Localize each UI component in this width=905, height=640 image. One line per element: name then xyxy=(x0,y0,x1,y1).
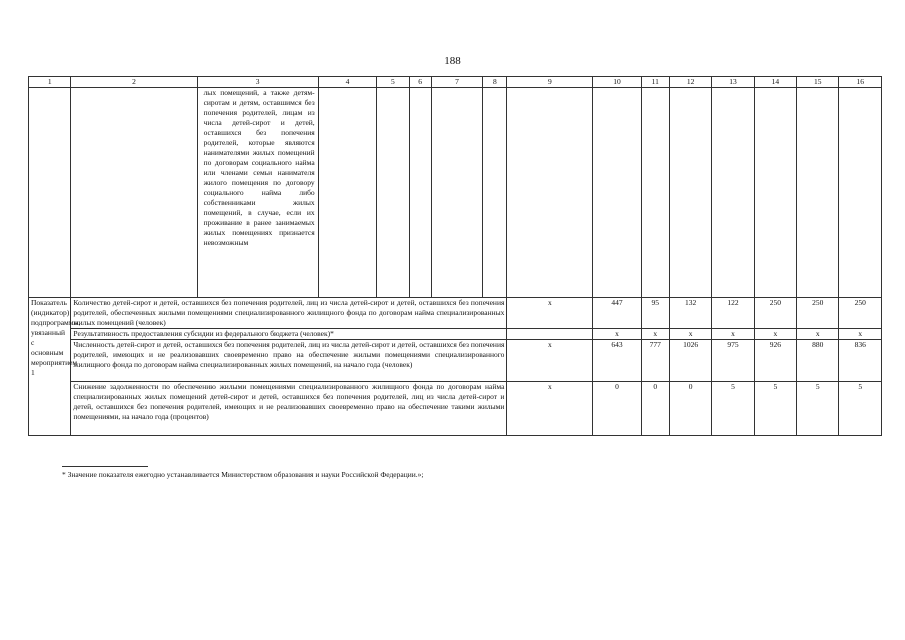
cell: x xyxy=(507,340,593,382)
column-header: 16 xyxy=(839,77,882,88)
indicator-description: Численность детей-сирот и детей, оставшихся без попечения родителей, лиц из числа детей-сирот и детей, оставшихся без попечения родителей, имеющих и не реализовавших своевременно право на обеспечение жилыми помещениями специализированного жилищного фонда по договорам найма специализированных жилых помещений, на начало года (человек) xyxy=(71,340,507,382)
cell: 777 xyxy=(641,340,669,382)
table-row xyxy=(29,382,882,436)
cell: 5 xyxy=(754,382,796,436)
column-header: 9 xyxy=(507,77,593,88)
footnote-separator xyxy=(62,466,148,467)
page-number: 188 xyxy=(444,55,461,67)
column-header: 1 xyxy=(29,77,71,88)
cell: 1026 xyxy=(669,340,711,382)
indicator-description: Снижение задолженности по обеспечению жилыми помещениями специализированного жилищного фонда по договорам найма специализированных жилых помещений детей-сирот и детей, оставшихся без попечения родителей, лиц из числа детей-сирот и детей, оставшихся без попечения родителей, имеющих и не реализовавших своевременно право на обеспечение такими жилыми помещениями, на начало года (процентов) xyxy=(71,382,507,436)
table-row xyxy=(29,329,882,340)
cell: 0 xyxy=(669,382,711,436)
indicator-side-label: Показатель (индикатор) подпрограммы, увязанный с основным мероприятием 1 xyxy=(29,298,71,436)
cell: x xyxy=(712,329,754,340)
cell: x xyxy=(507,382,593,436)
footnote: * Значение показателя ежегодно устанавливается Министерством образования и науки Российской Федерации.»; xyxy=(62,470,424,479)
cell: 95 xyxy=(641,298,669,329)
cell: 5 xyxy=(797,382,839,436)
cell: 250 xyxy=(797,298,839,329)
cell: x xyxy=(641,329,669,340)
table-row xyxy=(29,340,882,382)
column-header: 12 xyxy=(669,77,711,88)
column-header: 2 xyxy=(71,77,197,88)
column-header: 5 xyxy=(377,77,409,88)
table-row xyxy=(29,298,882,329)
cell: 0 xyxy=(593,382,641,436)
column-header: 10 xyxy=(593,77,641,88)
cell: x xyxy=(839,329,882,340)
column-header: 15 xyxy=(797,77,839,88)
cell: x xyxy=(593,329,641,340)
cell: 447 xyxy=(593,298,641,329)
cell: x xyxy=(754,329,796,340)
column-header: 11 xyxy=(641,77,669,88)
cell: 836 xyxy=(839,340,882,382)
indicator-description: Количество детей-сирот и детей, оставшихся без попечения родителей, лиц из числа детей-сирот и детей, оставшихся без попечения родителей, обеспеченных жилыми помещениями специализированного жилищного фонда по договорам найма специализированных жилых помещений (человек) xyxy=(71,298,507,329)
cell: 880 xyxy=(797,340,839,382)
indicator-description: Результативность предоставления субсидии из федерального бюджета (человек)* xyxy=(71,329,507,340)
cell xyxy=(507,329,593,340)
column-number-row xyxy=(29,77,882,88)
cell: 132 xyxy=(669,298,711,329)
cell: 250 xyxy=(754,298,796,329)
cell: 975 xyxy=(712,340,754,382)
column-header: 7 xyxy=(431,77,482,88)
column-header: 13 xyxy=(712,77,754,88)
column-header: 6 xyxy=(409,77,431,88)
column-header: 8 xyxy=(483,77,507,88)
indicators-table xyxy=(28,76,882,436)
continuation-row xyxy=(29,88,882,298)
continuation-text: лых помещений, а также детям-сиротам и детям, оставшимся без попечения родителей, лицам из числа детей-сирот и детей, оставшихся без попечения родителей, которые являются нанимателями жилых помещений по договорам социального найма или членами семьи нанимателя жилого помещения по договору социального найма либо собственниками жилых помещений, в случае, если их проживание в ранее занимаемых жилых помещениях признается невозможным xyxy=(197,88,318,298)
column-header: 4 xyxy=(318,77,377,88)
cell: 926 xyxy=(754,340,796,382)
cell: 122 xyxy=(712,298,754,329)
cell: x xyxy=(797,329,839,340)
cell: 643 xyxy=(593,340,641,382)
cell: 5 xyxy=(839,382,882,436)
cell: 0 xyxy=(641,382,669,436)
cell: x xyxy=(507,298,593,329)
cell: x xyxy=(669,329,711,340)
column-header: 3 xyxy=(197,77,318,88)
column-header: 14 xyxy=(754,77,796,88)
cell: 5 xyxy=(712,382,754,436)
cell: 250 xyxy=(839,298,882,329)
